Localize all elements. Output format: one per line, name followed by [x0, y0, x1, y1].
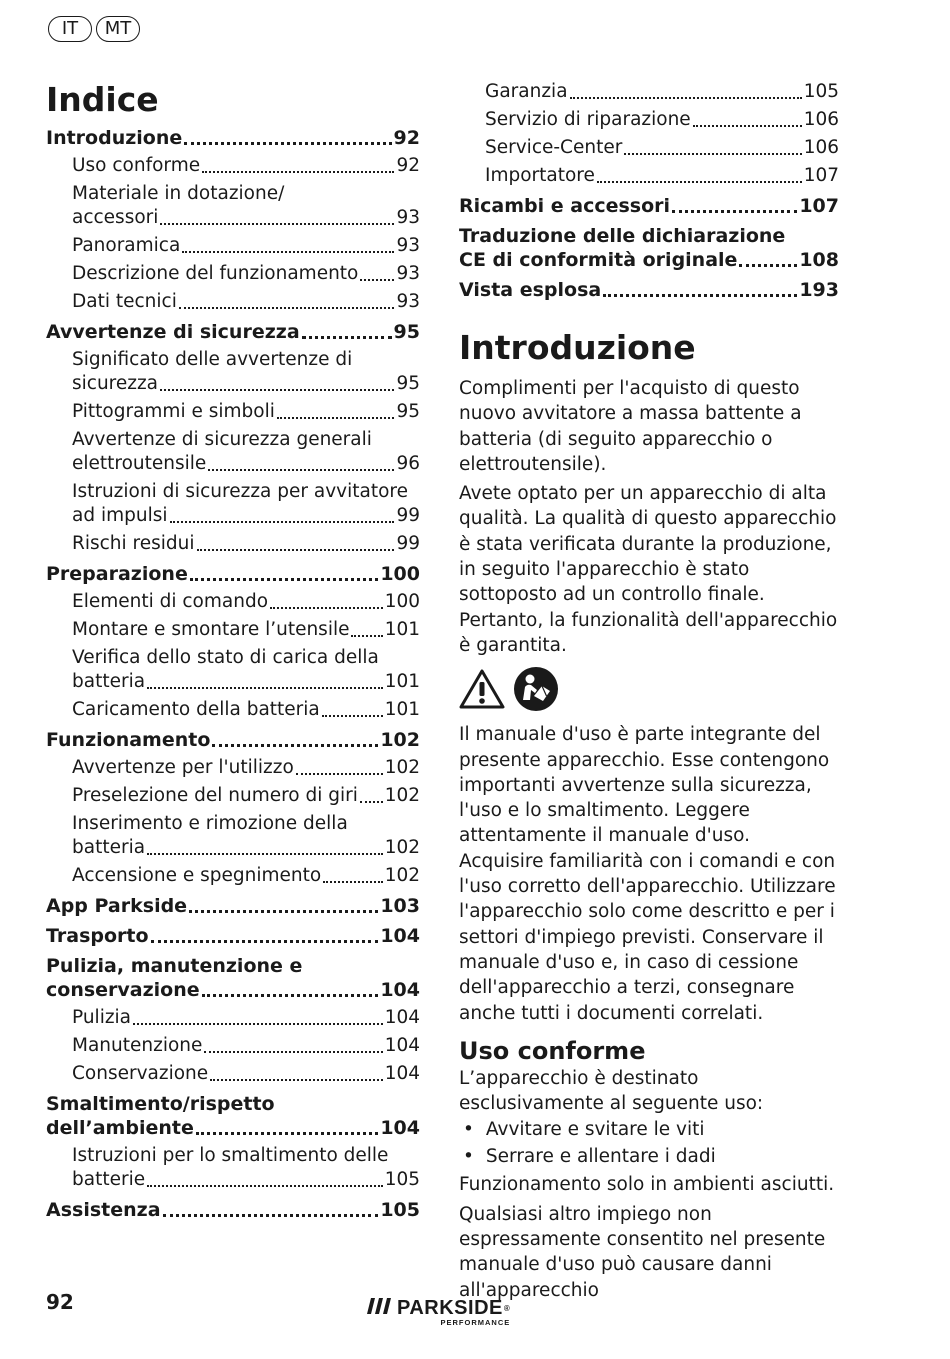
list-item — [459, 1116, 839, 1143]
toc-entry[interactable] — [46, 532, 420, 556]
toc-leader-dots — [196, 1118, 378, 1135]
language-badge-it: IT — [48, 16, 92, 42]
toc-entry-label: Avvertenze di sicurezza generali — [72, 429, 372, 450]
toc-list-right — [459, 80, 839, 302]
toc-leader-dots — [739, 250, 797, 267]
toc-entry-label: Garanzia — [485, 81, 568, 102]
toc-leader-dots — [190, 564, 378, 581]
toc-page-number: 93 — [396, 263, 420, 284]
toc-leader-dots — [322, 701, 383, 717]
safety-icons — [459, 666, 839, 716]
toc-leader-dots — [302, 322, 392, 339]
intro-paragraph-2: Avete optato per un apparecchio di alta qualità. La qualità di questo apparecchio è stata verificata durante la produzione, in seguito l'apparecchio è stato sottoposto ad un controllo finale. Pertanto, la funzionalità dell'apparecchio è garantita. — [459, 483, 838, 656]
toc-entry-label: Assistenza — [46, 1199, 161, 1221]
toc-entry-label: Traduzione delle dichiarazione — [459, 225, 786, 247]
toc-entry-label: Materiale in dotazione/ — [72, 183, 285, 204]
toc-page-number: 92 — [396, 155, 420, 176]
toc-entry-label-continued: batterie — [72, 1169, 146, 1190]
toc-entry-line — [46, 1116, 420, 1140]
index-column-left — [46, 80, 420, 1226]
toc-page-number: 104 — [380, 1117, 420, 1139]
toc-page-number: 95 — [396, 401, 420, 422]
toc-leader-dots — [597, 167, 802, 183]
toc-entry[interactable] — [46, 320, 420, 344]
toc-leader-dots — [270, 593, 383, 609]
toc-page-number: 104 — [384, 1063, 420, 1084]
toc-leader-dots — [163, 1200, 379, 1217]
toc-entry-label: Funzionamento — [46, 729, 211, 751]
toc-entry-text — [46, 1092, 420, 1140]
toc-entry-label: Introduzione — [46, 127, 183, 149]
toc-entry-label: Istruzioni di sicurezza per avvitatore — [72, 481, 408, 502]
warning-triangle-icon — [459, 668, 505, 714]
toc-entry-label: Service-Center — [485, 137, 623, 158]
toc-entry[interactable] — [46, 290, 420, 314]
toc-entry-label: Conservazione — [72, 1063, 209, 1084]
toc-page-number: 102 — [380, 729, 420, 751]
toc-entry-text — [72, 1144, 420, 1192]
toc-entry-label: Servizio di riparazione — [485, 109, 691, 130]
toc-entry-label: Uso conforme — [72, 155, 201, 176]
toc-list-left — [46, 126, 420, 1222]
toc-entry-label: Accensione e spegnimento — [72, 865, 322, 886]
toc-entry-label-continued: elettroutensile — [72, 453, 207, 474]
toc-leader-dots — [208, 455, 394, 471]
toc-entry[interactable] — [46, 154, 420, 178]
intro-paragraph-1: Complimenti per l'acquisto di questo nuovo avvitatore a massa battente a batteria (di seguito apparecchio o elettroutensile). — [459, 378, 802, 475]
toc-leader-dots — [147, 673, 383, 689]
toc-page-number: 92 — [393, 127, 420, 149]
toc-page-number: 95 — [396, 373, 420, 394]
toc-leader-dots — [179, 293, 395, 309]
toc-page-number: 100 — [380, 563, 420, 585]
toc-entry[interactable] — [46, 262, 420, 286]
toc-entry-label-continued: accessori — [72, 207, 159, 228]
toc-entry-label: Pittogrammi e simboli — [72, 401, 275, 422]
toc-leader-dots — [182, 237, 394, 253]
toc-page-number: 106 — [803, 109, 839, 130]
toc-leader-dots — [160, 375, 394, 391]
index-title: Indice — [46, 80, 159, 119]
toc-entry[interactable] — [46, 728, 420, 752]
toc-entry[interactable] — [46, 894, 420, 918]
toc-page-number: 107 — [803, 165, 839, 186]
toc-entry[interactable] — [46, 182, 420, 230]
toc-entry-label: Montare e smontare l’utensile — [72, 619, 350, 640]
toc-entry-label: Preselezione del numero di giri — [72, 785, 358, 806]
toc-page-number: 104 — [384, 1007, 420, 1028]
toc-entry[interactable] — [46, 784, 420, 808]
toc-entry-label: Descrizione del funzionamento — [72, 263, 359, 284]
toc-entry-line — [459, 248, 839, 272]
toc-entry-label: Elementi di comando — [72, 591, 269, 612]
toc-entry[interactable] — [459, 164, 839, 188]
intro-paragraph-3: Il manuale d'uso è parte integrante del presente apparecchio. Esse contengono importanti avvertenze sulla sicurezza, l'uso e lo smaltimento. Leggere attentamente il manuale d'uso. Acquisire familiarità con i comandi e con l'uso corretto dell'apparecchio. Utilizzare l'apparecchio solo come descritto e per i settori d'impiego previsti. Conservare il manuale d'uso e, in caso di cessione dell'apparecchio a terzi, consegnare anche tutti i documenti correlati. — [459, 724, 836, 1024]
toc-leader-dots — [212, 730, 378, 747]
toc-entry-label: Panoramica — [72, 235, 181, 256]
toc-leader-dots — [151, 926, 379, 943]
toc-leader-dots — [360, 787, 383, 803]
logo-subbrand: PERFORMANCE — [440, 1318, 511, 1327]
toc-entry[interactable] — [46, 698, 420, 722]
toc-entry-text — [46, 954, 420, 1002]
toc-entry-label: Significato delle avvertenze di — [72, 349, 353, 370]
toc-entry-text — [72, 646, 420, 694]
toc-entry-label: Verifica dello stato di carica della — [72, 647, 379, 668]
toc-page-number: 193 — [799, 279, 839, 301]
dry-environment-note: Funzionamento solo in ambienti asciutti. — [459, 1174, 835, 1196]
toc-entry[interactable] — [46, 1144, 420, 1192]
toc-entry-label-continued: conservazione — [46, 979, 200, 1001]
toc-leader-dots — [360, 265, 394, 281]
toc-entry-line — [72, 1168, 420, 1192]
toc-leader-dots — [147, 839, 383, 855]
toc-entry-label: App Parkside — [46, 895, 188, 917]
toc-leader-dots — [672, 196, 797, 213]
toc-leader-dots — [170, 507, 395, 523]
toc-entry[interactable] — [46, 618, 420, 642]
toc-entry[interactable] — [46, 126, 420, 150]
toc-page-number: 107 — [799, 195, 839, 217]
toc-leader-dots — [323, 867, 382, 883]
toc-page-number: 106 — [803, 137, 839, 158]
toc-leader-dots — [147, 1171, 383, 1187]
intended-use-list — [459, 1116, 839, 1170]
intro-title: Introduzione — [459, 328, 696, 367]
toc-entry[interactable] — [459, 194, 839, 218]
toc-page-number: 102 — [384, 785, 420, 806]
toc-entry[interactable] — [46, 400, 420, 424]
toc-entry[interactable] — [46, 646, 420, 694]
toc-page-number: 105 — [384, 1169, 420, 1190]
toc-leader-dots — [202, 980, 379, 997]
toc-entry-text — [72, 182, 420, 230]
intended-use-lead: L’apparecchio è destinato esclusivamente al seguente uso: — [459, 1067, 764, 1115]
toc-entry-line — [72, 504, 420, 528]
toc-entry[interactable] — [46, 812, 420, 860]
toc-page-number: 93 — [396, 291, 420, 312]
toc-entry-label: Dati tecnici — [72, 291, 177, 312]
toc-entry[interactable] — [459, 224, 839, 272]
toc-page-number: 108 — [799, 249, 839, 271]
toc-entry[interactable] — [46, 1092, 420, 1140]
toc-entry-text — [72, 812, 420, 860]
toc-leader-dots — [160, 209, 394, 225]
toc-entry[interactable] — [46, 428, 420, 476]
toc-page-number: 93 — [396, 235, 420, 256]
toc-entry-label-continued: batteria — [72, 837, 146, 858]
toc-page-number: 101 — [384, 671, 420, 692]
toc-entry-text — [459, 224, 839, 272]
list-item-text: Avvitare e svitare le viti — [485, 1119, 705, 1141]
toc-leader-dots — [277, 403, 395, 419]
toc-entry-label-continued: sicurezza — [72, 373, 159, 394]
toc-entry-label-continued: ad impulsi — [72, 505, 168, 526]
toc-leader-dots — [197, 535, 395, 551]
read-manual-icon — [513, 666, 559, 716]
toc-leader-dots — [296, 759, 383, 775]
toc-entry-label: Vista esplosa — [459, 279, 602, 301]
toc-page-number: 105 — [380, 1199, 420, 1221]
toc-leader-dots — [202, 157, 394, 173]
toc-leader-dots — [570, 83, 802, 99]
toc-entry-line — [72, 836, 420, 860]
logo-registered-mark: ® — [503, 1304, 511, 1313]
toc-entry[interactable] — [46, 234, 420, 258]
toc-entry[interactable] — [46, 1198, 420, 1222]
toc-page-number: 100 — [384, 591, 420, 612]
toc-page-number: 101 — [384, 619, 420, 640]
toc-entry[interactable] — [46, 864, 420, 888]
toc-page-number: 103 — [380, 895, 420, 917]
toc-entry-label: Avvertenze per l'utilizzo — [72, 757, 294, 778]
toc-page-number: 104 — [380, 925, 420, 947]
toc-entry[interactable] — [46, 1062, 420, 1086]
language-badge-mt: MT — [96, 16, 140, 42]
parkside-logo — [367, 1297, 510, 1327]
toc-entry-label-continued: dell’ambiente — [46, 1117, 194, 1139]
toc-entry-label: Preparazione — [46, 563, 188, 585]
toc-entry-label: Inserimento e rimozione della — [72, 813, 348, 834]
page-number: 92 — [46, 1290, 74, 1314]
toc-entry[interactable] — [459, 80, 839, 104]
toc-entry-line — [72, 452, 420, 476]
toc-leader-dots — [693, 111, 802, 127]
toc-page-number: 102 — [384, 757, 420, 778]
toc-entry[interactable] — [459, 136, 839, 160]
toc-page-number: 99 — [396, 505, 420, 526]
toc-leader-dots — [189, 896, 378, 913]
toc-entry-label: Ricambi e accessori — [459, 195, 671, 217]
toc-entry[interactable] — [46, 1006, 420, 1030]
toc-entry[interactable] — [459, 278, 839, 302]
toc-page-number: 101 — [384, 699, 420, 720]
toc-entry-text — [72, 428, 420, 476]
toc-entry-label: Rischi residui — [72, 533, 195, 554]
logo-stripes-icon — [367, 1297, 391, 1320]
toc-leader-dots — [603, 280, 797, 297]
toc-page-number: 104 — [380, 979, 420, 1001]
toc-entry[interactable] — [46, 590, 420, 614]
logo-brand: PARKSIDE — [397, 1297, 503, 1319]
toc-entry-label-continued: batteria — [72, 671, 146, 692]
toc-entry-label: Smaltimento/rispetto — [46, 1093, 275, 1115]
toc-entry[interactable] — [459, 108, 839, 132]
toc-entry-label: Manutenzione — [72, 1035, 203, 1056]
toc-entry[interactable] — [46, 954, 420, 1002]
toc-entry-label: Caricamento della batteria — [72, 699, 320, 720]
misuse-warning: Qualsiasi altro impiego non espressamente consentito nel presente manuale d'uso può causare danni all'apparecchio — [459, 1203, 826, 1301]
toc-page-number: 104 — [384, 1035, 420, 1056]
language-badges — [48, 16, 140, 42]
list-item — [459, 1143, 839, 1170]
toc-page-number: 93 — [396, 207, 420, 228]
toc-leader-dots — [204, 1037, 382, 1053]
toc-entry-label: Trasporto — [46, 925, 149, 947]
toc-leader-dots — [184, 128, 391, 145]
toc-page-number: 105 — [803, 81, 839, 102]
toc-leader-dots — [351, 621, 382, 637]
toc-entry-line — [72, 372, 420, 396]
toc-entry-label: Importatore — [485, 165, 595, 186]
toc-page-number: 96 — [396, 453, 420, 474]
toc-leader-dots — [624, 139, 801, 155]
toc-entry[interactable] — [46, 562, 420, 586]
toc-entry[interactable] — [46, 756, 420, 780]
intended-use-title: Uso conforme — [459, 1036, 646, 1065]
toc-entry[interactable] — [46, 924, 420, 948]
toc-entry-text — [72, 480, 420, 528]
toc-entry-label: Avvertenze di sicurezza — [46, 321, 300, 343]
content-column-right — [459, 80, 839, 1307]
toc-page-number: 95 — [393, 321, 420, 343]
toc-entry-line — [72, 206, 420, 230]
toc-entry-line — [72, 670, 420, 694]
toc-entry-label-continued: CE di conformità originale — [459, 249, 738, 271]
bullet: • — [463, 1146, 474, 1168]
toc-entry-text — [72, 348, 420, 396]
toc-entry[interactable] — [46, 480, 420, 528]
toc-leader-dots — [210, 1065, 383, 1081]
toc-entry[interactable] — [46, 1034, 420, 1058]
toc-entry-label: Istruzioni per lo smaltimento delle — [72, 1145, 389, 1166]
toc-page-number: 102 — [384, 837, 420, 858]
toc-entry-line — [46, 978, 420, 1002]
bullet: • — [463, 1119, 474, 1141]
toc-entry-label: Pulizia, manutenzione e — [46, 955, 303, 977]
toc-leader-dots — [133, 1009, 383, 1025]
list-item-text: Serrare e allentare i dadi — [485, 1146, 716, 1168]
toc-entry[interactable] — [46, 348, 420, 396]
toc-page-number: 99 — [396, 533, 420, 554]
toc-entry-label: Pulizia — [72, 1007, 132, 1028]
toc-page-number: 102 — [384, 865, 420, 886]
